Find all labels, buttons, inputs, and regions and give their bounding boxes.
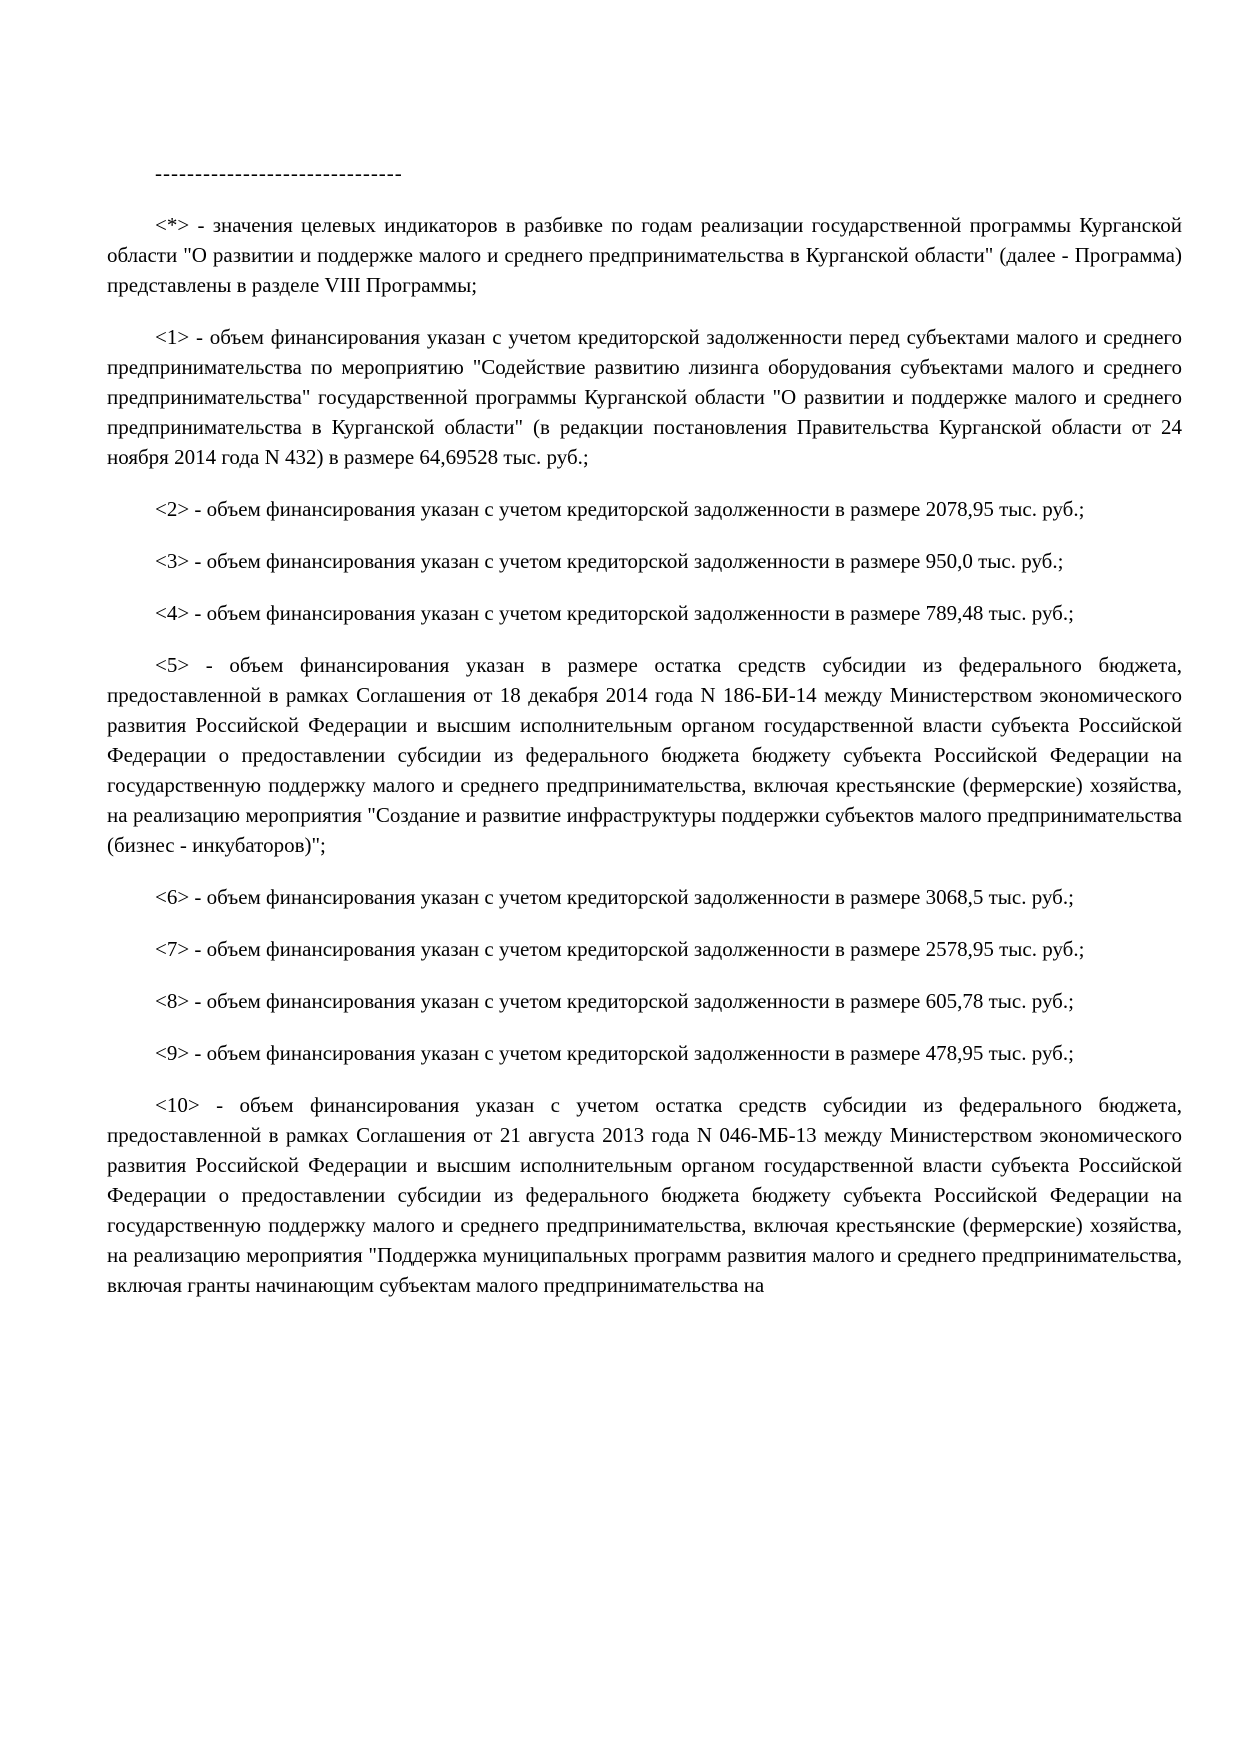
footnote-1: <1> - объем финансирования указан с учетом кредиторской задолженности перед субъектами малого и среднего предпринимательства по мероприятию "Содействие развитию лизинга оборудования субъектами малого и среднего предпринимательства" государственной программы Курганской области "О развитии и поддержке малого и среднего предпринимательства в Курганской области" (в редакции постановления Правительства Курганской области от 24 ноября 2014 года N 432) в размере 64,69528 тыс. руб.; xyxy=(107,325,1182,469)
footnote-8: <8> - объем финансирования указан с учетом кредиторской задолженности в размере 605,78 тыс. руб.; xyxy=(155,989,1074,1013)
footnote-3: <3> - объем финансирования указан с учетом кредиторской задолженности в размере 950,0 тыс. руб.; xyxy=(155,549,1064,573)
footnote-star: <*> - значения целевых индикаторов в разбивке по годам реализации государственной программы Курганской области "О развитии и поддержке малого и среднего предпринимательства в Курганской области" (далее - Программа) представлены в разделе VIII Программы; xyxy=(107,213,1182,297)
footnote-9: <9> - объем финансирования указан с учетом кредиторской задолженности в размере 478,95 тыс. руб.; xyxy=(155,1041,1074,1065)
footnote-4: <4> - объем финансирования указан с учетом кредиторской задолженности в размере 789,48 тыс. руб.; xyxy=(155,601,1074,625)
footnote-separator: ------------------------------- xyxy=(155,161,403,185)
footnote-10: <10> - объем финансирования указан с учетом остатка средств субсидии из федерального бюджета, предоставленной в рамках Соглашения от 21 августа 2013 года N 046-МБ-13 между Министерством экономического развития Российской Федерации и высшим исполнительным органом государственной власти субъекта Российской Федерации о предоставлении субсидии из федерального бюджета бюджету субъекта Российской Федерации на государственную поддержку малого и среднего предпринимательства, включая крестьянские (фермерские) хозяйства, на реализацию мероприятия "Поддержка муниципальных программ развития малого и среднего предпринимательства, включая гранты начинающим субъектам малого предпринимательства на xyxy=(107,1093,1182,1297)
footnote-7: <7> - объем финансирования указан с учетом кредиторской задолженности в размере 2578,95 тыс. руб.; xyxy=(155,937,1085,961)
footnote-6: <6> - объем финансирования указан с учетом кредиторской задолженности в размере 3068,5 тыс. руб.; xyxy=(155,885,1074,909)
footnote-2: <2> - объем финансирования указан с учетом кредиторской задолженности в размере 2078,95 тыс. руб.; xyxy=(155,497,1085,521)
footnote-5: <5> - объем финансирования указан в размере остатка средств субсидии из федерального бюджета, предоставленной в рамках Соглашения от 18 декабря 2014 года N 186-БИ-14 между Министерством экономического развития Российской Федерации и высшим исполнительным органом государственной власти субъекта Российской Федерации о предоставлении субсидии из федерального бюджета бюджету субъекта Российской Федерации на государственную поддержку малого и среднего предпринимательства, включая крестьянские (фермерские) хозяйства, на реализацию мероприятия "Создание и развитие инфраструктуры поддержки субъектов малого предпринимательства (бизнес - инкубаторов)"; xyxy=(107,653,1182,857)
